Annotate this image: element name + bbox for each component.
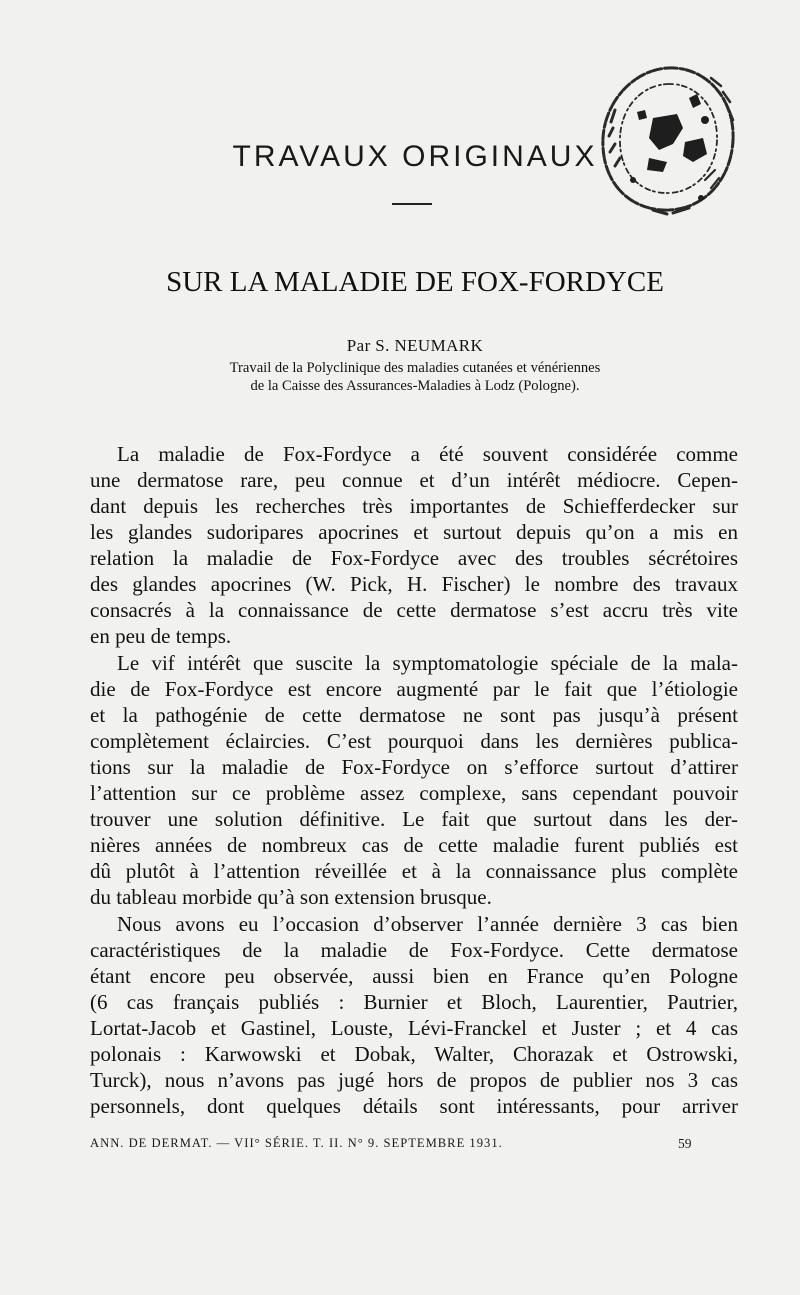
journal-reference: ANN. DE DERMAT. — VII° SÉRIE. T. II. N° 9. SEPTEMBRE 1931. <box>90 1136 503 1150</box>
body-text-line: dû plutôt à l’attention réveillée et à la connaissance plus complète <box>90 859 738 883</box>
body-text-line: des glandes apocrines (W. Pick, H. Fischer) le nombre des travaux <box>90 572 738 596</box>
body-text-line: Nous avons eu l’occasion d’observer l’année dernière 3 cas bien <box>117 912 738 936</box>
body-text-line: étant encore peu observée, aussi bien en France qu’en Pologne <box>90 964 738 988</box>
body-text-line: les glandes sudoripares apocrines et surtout depuis qu’on a mis en <box>90 520 738 544</box>
body-text-line: Lortat-Jacob et Gastinel, Louste, Lévi-Franckel et Juster ; et 4 cas <box>90 1016 738 1040</box>
body-text-line: nières années de nombreux cas de cette maladie furent publiés est <box>90 833 738 857</box>
body-text-line: consacrés à la connaissance de cette dermatose s’est accru très vite <box>90 598 738 622</box>
body-text-line: et la pathogénie de cette dermatose ne sont pas jusqu’à présent <box>90 703 738 727</box>
body-text-line: (6 cas français publiés : Burnier et Bloch, Laurentier, Pautrier, <box>90 990 738 1014</box>
library-stamp-icon <box>593 58 743 220</box>
page-number: 59 <box>678 1136 692 1151</box>
body-text-line: Le vif intérêt que suscite la symptomatologie spéciale de la mala- <box>117 651 738 675</box>
body-text-line: caractéristiques de la maladie de Fox-Fordyce. Cette dermatose <box>90 938 738 962</box>
affiliation-line: de la Caisse des Assurances-Maladies à Lodz (Pologne). <box>250 378 580 394</box>
body-text-line: Turck), nous n’avons pas jugé hors de propos de publier nos 3 cas <box>90 1068 738 1092</box>
body-text-line: complètement éclaircies. C’est pourquoi dans les dernières publica- <box>90 729 738 753</box>
body-text-line: relation la maladie de Fox-Fordyce avec des troubles sécrétoires <box>90 546 738 570</box>
body-text-line: dant depuis les recherches très importantes de Schiefferdecker sur <box>90 494 738 518</box>
affiliation-line: Travail de la Polyclinique des maladies cutanées et vénériennes <box>229 360 601 376</box>
body-text-line: trouver une solution définitive. Le fait que surtout dans les der- <box>90 807 738 831</box>
section-title: TRAVAUX ORIGINAUX <box>232 140 598 173</box>
body-text-line: une dermatose rare, peu connue et d’un intérêt médiocre. Cepen- <box>90 468 738 492</box>
author-byline: Par S. NEUMARK <box>346 336 484 355</box>
body-text-line: La maladie de Fox-Fordyce a été souvent considérée comme <box>117 442 738 466</box>
body-text-line: polonais : Karwowski et Dobak, Walter, Chorazak et Ostrowski, <box>90 1042 738 1066</box>
body-text-line: du tableau morbide qu’à son extension brusque. <box>90 885 492 909</box>
body-text-line: personnels, dont quelques détails sont intéressants, pour arriver <box>90 1094 738 1118</box>
title-divider <box>392 203 432 205</box>
body-text-line: l’attention sur ce problème assez complexe, sans cependant pouvoir <box>90 781 738 805</box>
body-text-line: en peu de temps. <box>90 624 232 648</box>
body-text-line: die de Fox-Fordyce est encore augmenté par le fait que l’étiologie <box>90 677 738 701</box>
body-text-line: tions sur la maladie de Fox-Fordyce on s’efforce surtout d’attirer <box>90 755 738 779</box>
article-title: SUR LA MALADIE DE FOX-FORDYCE <box>166 266 664 298</box>
